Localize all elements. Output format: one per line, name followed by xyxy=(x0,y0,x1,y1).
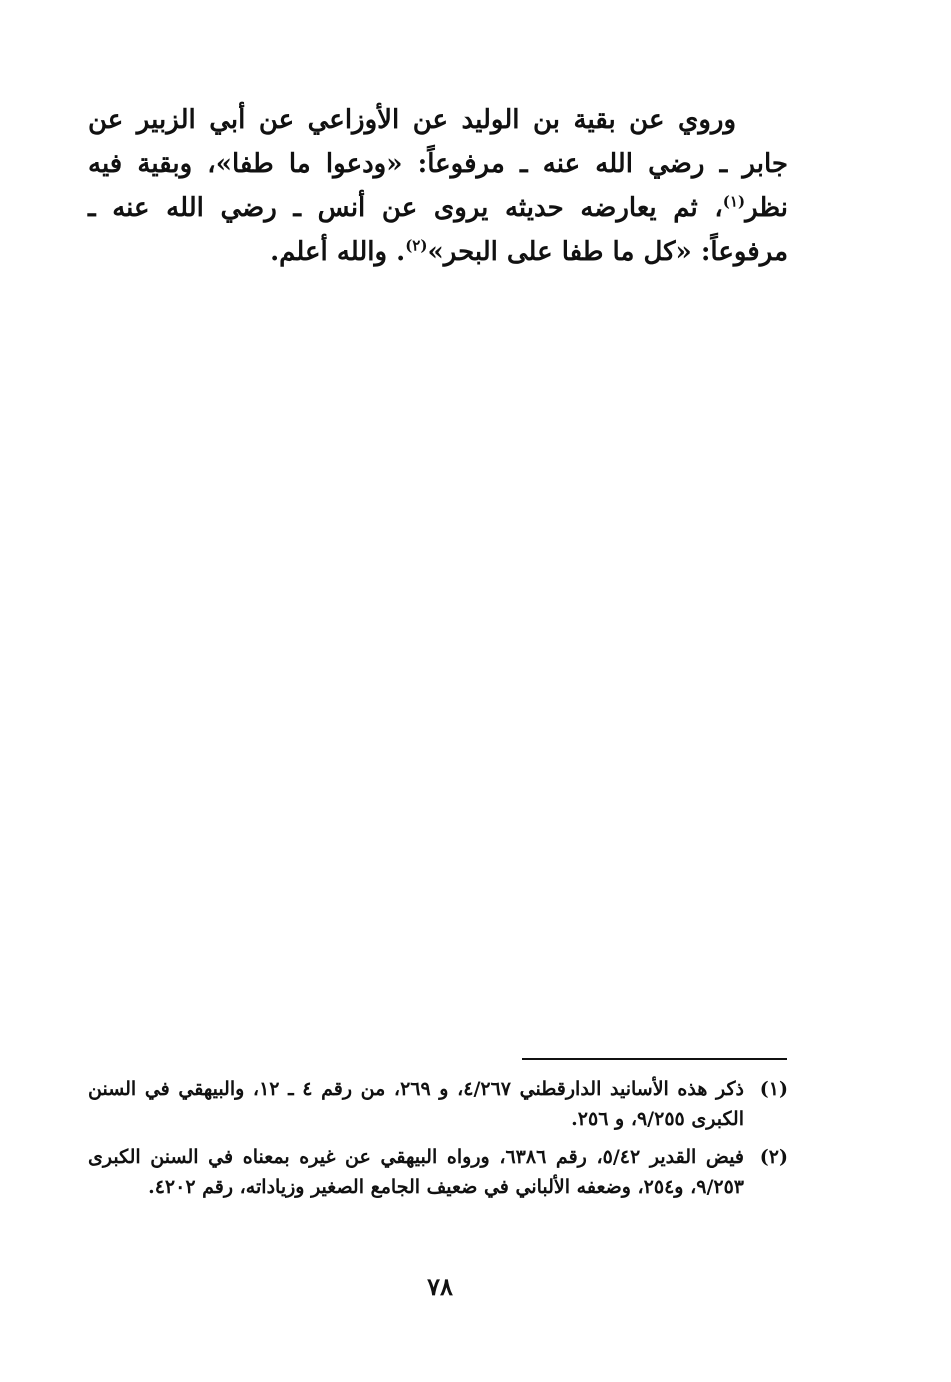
footnote-marker-1[interactable]: (١) xyxy=(722,192,746,211)
paragraph-mid-text: ، ثم يعارضه حديثه يروى عن أنس ـ رضي الله عنه ـ مرفوعاً: «كل ما طفا على البحر» xyxy=(88,193,788,267)
footnote-text: ذكر هذه الأسانيد الدارقطني ٤/٢٦٧، و ٢٦٩، من رقم ٤ ـ ١٢، والبيهقي في السنن الكبرى ٩/٢٥٥، و ٢٥٦. xyxy=(88,1078,744,1130)
paragraph-main-text: وروي عن بقية بن الوليد عن الأوزاعي عن أبي الزبير عن جابر ـ رضي الله عنه ـ مرفوعاً: «ودعوا ما طفا»، وبقية فيه نظر xyxy=(88,105,788,223)
main-text-block xyxy=(88,98,788,274)
footnote-item xyxy=(88,1142,788,1202)
footnote-number: (١) xyxy=(759,1078,788,1100)
footnote-text: فيض القدير ٥/٤٢، رقم ٦٣٨٦، ورواه البيهقي عن غيره بمعناه في السنن الكبرى ٩/٢٥٣، و٢٥٤، وضعفه الألباني في ضعيف الجامع الصغير وزياداته، رقم ٤٢٠٢. xyxy=(88,1146,745,1198)
main-paragraph xyxy=(88,98,788,274)
footnote-item xyxy=(88,1074,788,1134)
footnote-marker-2[interactable]: (٢) xyxy=(405,236,428,255)
paragraph-end-text: . والله أعلم. xyxy=(270,237,406,267)
footnotes-section xyxy=(88,1074,788,1210)
footnote-separator xyxy=(522,1058,787,1060)
footnote-number: (٢) xyxy=(759,1146,788,1168)
page-number: ٧٨ xyxy=(427,1272,453,1301)
